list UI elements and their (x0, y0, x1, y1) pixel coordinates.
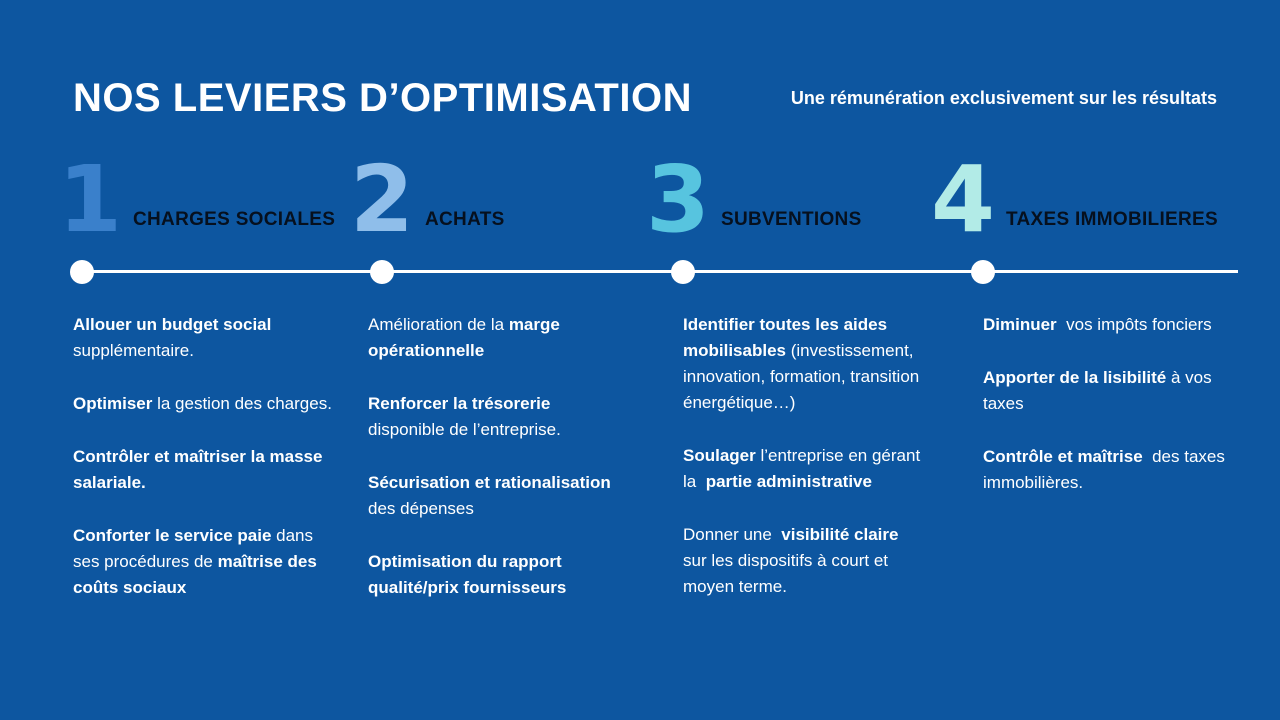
bold-text: Soulager (683, 446, 756, 465)
bold-text: Diminuer (983, 315, 1057, 334)
step-number-4: 4 (931, 146, 994, 253)
regular-text: à vos taxes (983, 368, 1217, 413)
page-subtitle: Une rémunération exclusivement sur les résultats (790, 88, 1217, 108)
column-heading-achats: ACHATS (425, 209, 505, 231)
text-paragraph (368, 470, 620, 522)
text-paragraph (73, 391, 335, 417)
text-paragraph (73, 523, 335, 601)
bold-text: Identifier toutes les aides mobilisables (683, 315, 892, 360)
column-header-charges-sociales (58, 146, 336, 253)
regular-text: Donner une (683, 525, 782, 544)
text-paragraph (983, 444, 1230, 496)
bold-text: Sécurisation et rationalisation (368, 473, 611, 492)
bold-text: Allouer un budget social (73, 315, 272, 334)
column-text-charges-sociales (73, 312, 335, 628)
bold-text: maîtrise des coûts sociaux (73, 552, 322, 597)
step-number-1: 1 (58, 146, 121, 253)
bold-text: Apporter de la lisibilité (983, 368, 1167, 387)
bold-text: visibilité claire (781, 525, 899, 544)
bold-text: Contrôle et maîtrise (983, 447, 1143, 466)
regular-text: (investissement, innovation, formation, transition énergétique…) (683, 341, 924, 412)
bold-text: Optimiser (73, 394, 153, 413)
column-text-taxes-immobilieres (983, 312, 1230, 523)
text-paragraph (368, 312, 620, 364)
text-paragraph (73, 444, 335, 496)
regular-text: des taxes immobilières. (983, 447, 1230, 492)
regular-text: la gestion des charges. (152, 394, 332, 413)
column-heading-subventions: SUBVENTIONS (721, 209, 862, 231)
bold-text: Optimisation du rapport qualité/prix fournisseurs (368, 552, 567, 597)
bold-text: Contrôler et maîtriser la masse salariale. (73, 447, 328, 492)
column-header-achats (350, 146, 505, 253)
text-paragraph (73, 312, 335, 364)
bold-text: marge opérationnelle (368, 315, 565, 360)
page-title: NOS LEVIERS D’OPTIMISATION (73, 76, 692, 120)
text-paragraph (983, 365, 1225, 417)
text-paragraph (368, 391, 620, 443)
regular-text: sur les dispositifs à court et moyen terme. (683, 525, 904, 596)
text-paragraph (683, 522, 925, 600)
step-number-2: 2 (350, 146, 413, 253)
column-header-taxes-immobilieres (931, 146, 1218, 253)
bold-text: Renforcer la trésorerie (368, 394, 551, 413)
text-paragraph (368, 549, 620, 601)
timeline-dot-2 (370, 260, 394, 284)
timeline-dot-4 (971, 260, 995, 284)
regular-text: des dépenses (368, 473, 621, 518)
text-paragraph (683, 443, 925, 495)
column-header-subventions (646, 146, 862, 253)
regular-text: vos impôts fonciers (1056, 315, 1212, 334)
regular-text: dans ses procédures de (73, 526, 318, 571)
step-number-3: 3 (646, 146, 709, 253)
text-paragraph (683, 312, 925, 416)
regular-text: l’entreprise en gérant la (683, 446, 925, 491)
timeline-dot-3 (671, 260, 695, 284)
regular-text: Amélioration de la (368, 315, 509, 334)
timeline-dot-1 (70, 260, 94, 284)
column-text-subventions (683, 312, 925, 627)
bold-text: Conforter le service paie (73, 526, 272, 545)
text-paragraph (983, 312, 1225, 338)
column-text-achats (368, 312, 620, 628)
regular-text: supplémentaire. (73, 315, 277, 360)
column-heading-taxes-immobilieres: TAXES IMMOBILIERES (1006, 209, 1218, 231)
bold-text: partie administrative (705, 472, 872, 491)
column-heading-charges-sociales: CHARGES SOCIALES (133, 209, 336, 231)
regular-text: disponible de l’entreprise. (368, 394, 561, 439)
timeline-line (80, 270, 1238, 273)
